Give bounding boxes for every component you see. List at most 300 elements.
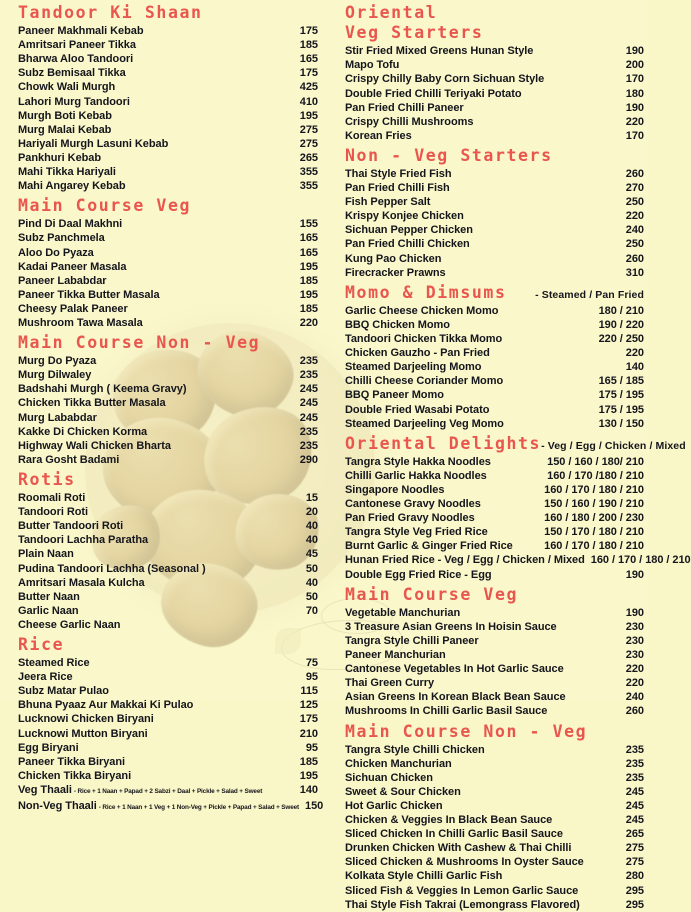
menu-item-name: Pan Fried Gravy Noodles — [345, 512, 475, 525]
menu-item-row — [18, 670, 318, 684]
menu-item-row — [345, 44, 644, 58]
menu-item-row — [345, 115, 644, 129]
menu-item-name: Double Fried Chilli Teriyaki Potato — [345, 87, 522, 100]
menu-item-row — [18, 618, 318, 632]
menu-item-name: Hariyali Murgh Lasuni Kebab — [18, 137, 169, 150]
menu-item-row — [345, 266, 644, 280]
menu-item-price: 290 — [299, 453, 318, 466]
menu-item-name: Subz Panchmela — [18, 232, 105, 245]
section-heading: Rice — [18, 635, 65, 654]
menu-item-name: Jeera Rice — [18, 671, 73, 684]
menu-item-price: 180 / 210 — [598, 304, 644, 317]
menu-item-name-wrap — [345, 58, 399, 72]
menu-item-row — [345, 855, 644, 869]
menu-item-name-wrap — [345, 87, 522, 101]
section-heading: Rotis — [18, 469, 76, 489]
menu-item-name: Steamed Darjeeling Momo — [345, 361, 482, 374]
menu-item-name-wrap — [18, 783, 262, 799]
menu-item-name-wrap — [345, 181, 450, 195]
menu-item-name-wrap — [345, 497, 481, 511]
menu-item-row — [18, 137, 318, 151]
menu-item-name-wrap — [18, 590, 80, 604]
menu-item-price: 160 / 170 / 180 / 210 — [544, 483, 644, 496]
section-heading — [345, 282, 644, 303]
menu-item-row — [18, 354, 318, 368]
menu-item-name-wrap — [345, 884, 578, 898]
menu-item-price: 175 / 195 — [598, 403, 644, 416]
menu-item-name-wrap — [18, 712, 154, 726]
menu-item-row — [18, 151, 318, 165]
menu-item-name: Lahori Murg Tandoori — [18, 95, 130, 108]
menu-item-price: 240 — [625, 691, 644, 704]
menu-item-name: Cantonese Vegetables In Hot Garlic Sauce — [345, 663, 564, 676]
menu-item-row — [18, 165, 318, 179]
menu-item-name-wrap — [18, 316, 143, 330]
menu-item-price: 40 — [305, 534, 318, 547]
menu-item-name: Tangra Style Hakka Noodles — [345, 455, 491, 468]
menu-item-name: Non-Veg Thaali — [18, 800, 97, 813]
menu-item-price: 75 — [305, 657, 318, 670]
left-menu-column — [18, 0, 324, 815]
menu-item-price: 235 — [299, 355, 318, 368]
menu-item-row — [18, 698, 318, 712]
menu-item-price: 130 / 150 — [598, 417, 644, 430]
menu-item-price: 180 — [625, 87, 644, 100]
menu-item-name-wrap — [345, 403, 489, 417]
menu-item-row — [18, 302, 318, 316]
menu-item-row — [345, 704, 644, 718]
menu-item-name-wrap — [345, 841, 571, 855]
menu-item-price: 235 — [299, 439, 318, 452]
menu-item-name-wrap — [345, 44, 533, 58]
menu-item-name: Amritsari Masala Kulcha — [18, 576, 145, 589]
menu-item-name: Chicken Gauzho - Pan Fried — [345, 347, 490, 360]
menu-item-name-wrap — [345, 827, 563, 841]
menu-item-price: 115 — [300, 685, 318, 698]
menu-item-row — [18, 712, 318, 726]
menu-item-name-wrap — [345, 743, 485, 757]
menu-item-row — [18, 217, 318, 231]
menu-item-name: Tangra Style Veg Fried Rice — [345, 526, 488, 539]
menu-item-name: Paneer Tikka Biryani — [18, 755, 126, 768]
menu-item-row — [345, 252, 644, 266]
menu-item-name: Hot Garlic Chicken — [345, 799, 443, 812]
menu-item-row — [18, 38, 318, 52]
menu-item-name-wrap — [345, 690, 566, 704]
menu-item-name-wrap — [345, 553, 585, 567]
menu-item-row — [345, 799, 644, 813]
menu-item-name: Mushroom Tawa Masala — [18, 317, 143, 329]
menu-item-row — [345, 318, 644, 332]
menu-item-price: 220 — [625, 663, 644, 676]
menu-item-row — [345, 346, 644, 360]
menu-item-name-wrap — [18, 453, 119, 467]
menu-item-price: 235 — [625, 743, 644, 756]
menu-item-price: 355 — [299, 166, 318, 179]
menu-item-name: Sliced Chicken & Mushrooms In Oyster Sauce — [345, 856, 584, 869]
menu-item-name-wrap — [18, 799, 299, 815]
menu-item-price: 185 — [299, 39, 318, 52]
menu-item-row — [18, 52, 318, 66]
menu-item-price: 195 — [299, 288, 318, 301]
menu-item-row — [345, 525, 644, 539]
menu-item-price: 165 / 185 — [598, 375, 644, 388]
menu-item-name-wrap — [345, 813, 552, 827]
menu-item-row — [18, 576, 318, 590]
menu-item-name: Thai Style Fish Takrai (Lemongrass Flavored) — [345, 898, 580, 911]
menu-item-name: Fish Pepper Salt — [345, 196, 431, 209]
menu-item-name-wrap — [18, 491, 85, 505]
menu-item-price: 245 — [625, 799, 644, 812]
menu-item-name: Mahi Angarey Kebab — [18, 180, 126, 193]
menu-item-price: 250 — [625, 196, 644, 209]
menu-item-row — [345, 813, 644, 827]
menu-item-name-wrap — [18, 95, 130, 109]
section-heading-note: - Steamed / Pan Fried — [535, 288, 644, 301]
menu-item-price: 195 — [299, 109, 318, 122]
menu-item-price: 235 — [625, 771, 644, 784]
menu-item-price: 260 — [625, 252, 644, 265]
menu-item-price: 160 / 170 / 180 / 210 — [544, 540, 644, 553]
menu-item-price: 195 — [299, 769, 318, 782]
menu-item-price: 20 — [305, 506, 318, 519]
menu-item-name: BBQ Paneer Momo — [345, 389, 444, 402]
menu-item-row — [345, 483, 644, 497]
menu-item-price: 190 — [625, 568, 644, 581]
right-menu-column — [345, 0, 691, 912]
menu-item-price: 295 — [625, 898, 644, 911]
section-heading-label: Momo & Dimsums — [345, 282, 507, 302]
menu-item-row — [345, 771, 644, 785]
menu-item-name: Tandoori Lachha Paratha — [18, 534, 149, 547]
menu-item-price: 235 — [299, 425, 318, 438]
menu-item-name: Mushrooms In Chilli Garlic Basil Sauce — [345, 705, 548, 718]
menu-item-name-wrap — [18, 618, 120, 632]
menu-item-row — [18, 783, 318, 799]
menu-item-name-wrap — [345, 129, 412, 143]
menu-item-name-wrap — [18, 231, 105, 245]
menu-item-name-wrap — [18, 382, 186, 396]
menu-item-price: 275 — [625, 842, 644, 855]
menu-item-price: 175 — [299, 67, 318, 80]
menu-item-name: Kolkata Style Chilli Garlic Fish — [345, 870, 503, 883]
menu-item-name-wrap — [345, 869, 502, 883]
menu-item-name-wrap — [18, 137, 168, 151]
menu-item-row — [345, 606, 644, 620]
menu-item-row — [18, 246, 318, 260]
menu-item-name-wrap — [345, 209, 464, 223]
menu-item-name: Lucknowi Mutton Biryani — [18, 727, 148, 740]
menu-item-name: Cantonese Gravy Noodles — [345, 498, 481, 511]
menu-item-name-wrap — [18, 179, 126, 193]
menu-item-row — [345, 223, 644, 237]
menu-item-name-wrap — [345, 648, 446, 662]
menu-item-name-wrap — [18, 123, 111, 137]
menu-item-name: Bharwa Aloo Tandoori — [18, 53, 134, 66]
menu-item-price: 175 — [299, 25, 318, 38]
menu-item-name: Paneer Manchurian — [345, 649, 446, 662]
menu-item-name-wrap — [345, 455, 491, 469]
menu-item-name-wrap — [18, 396, 166, 410]
menu-item-row — [345, 785, 644, 799]
menu-item-row — [18, 755, 318, 769]
menu-item-name: Amritsari Paneer Tikka — [18, 39, 136, 52]
section-heading: Main Course Non - Veg — [18, 333, 261, 353]
menu-item-price: 235 — [625, 757, 644, 770]
menu-item-name-wrap — [18, 38, 136, 52]
menu-item-name-wrap — [345, 346, 490, 360]
menu-item-price: 160 / 180 / 200 / 230 — [544, 512, 644, 525]
menu-item-name-wrap — [345, 223, 473, 237]
menu-item-name: Vegetable Manchurian — [345, 606, 461, 619]
menu-item-name: Crispy Chilly Baby Corn Sichuan Style — [345, 73, 545, 86]
menu-item-name-wrap — [345, 360, 481, 374]
menu-item-name: Aloo Do Pyaza — [18, 246, 94, 259]
menu-item-price: 190 — [625, 45, 644, 58]
menu-item-name: Tangra Style Chilli Paneer — [345, 634, 479, 647]
menu-item-row — [345, 209, 644, 223]
menu-item-name: Sliced Chicken In Chilli Garlic Basil Sauce — [345, 828, 563, 841]
menu-item-name: Butter Naan — [18, 590, 80, 603]
menu-item-name: Egg Biryani — [18, 741, 79, 754]
menu-item-name-wrap — [345, 167, 452, 181]
menu-item-name: Krispy Konjee Chicken — [345, 210, 464, 223]
menu-item-price: 265 — [299, 151, 318, 164]
menu-item-price: 425 — [299, 81, 318, 94]
menu-item-name: Cheesy Palak Paneer — [18, 302, 128, 315]
menu-item-row — [345, 497, 644, 511]
menu-item-name-wrap — [18, 505, 88, 519]
menu-item-name: Rara Gosht Badami — [18, 453, 120, 466]
menu-item-name-wrap — [345, 237, 470, 251]
menu-item-price: 45 — [305, 548, 318, 561]
menu-item-price: 95 — [305, 671, 318, 684]
menu-item-row — [18, 425, 318, 439]
menu-item-name-wrap — [18, 66, 126, 80]
menu-item-row — [18, 533, 318, 547]
menu-item-name-wrap — [345, 332, 502, 346]
section-heading: Main Course Non - Veg — [345, 721, 588, 741]
menu-item-name-wrap — [345, 606, 460, 620]
section-heading: Main Course Veg — [18, 196, 192, 216]
menu-item-name-wrap — [345, 799, 443, 813]
menu-item-name: Kadai Paneer Masala — [18, 260, 127, 273]
menu-item-row — [345, 167, 644, 181]
menu-item-price: 160 / 170 / 180 / 210 — [590, 554, 691, 567]
menu-item-row — [345, 455, 644, 469]
menu-item-price: 245 — [299, 411, 318, 424]
menu-item-name: Subz Matar Pulao — [18, 685, 109, 698]
menu-item-name-wrap — [345, 469, 487, 483]
menu-item-price: 270 — [625, 182, 644, 195]
menu-item-row — [18, 95, 318, 109]
menu-item-row — [18, 505, 318, 519]
menu-item-description: - Rice + 1 Naan + 1 Veg + 1 Non-Veg + Pickle + Papad + Salad + Sweet — [98, 804, 300, 812]
menu-item-name-wrap — [18, 519, 123, 533]
menu-item-name: Sichuan Pepper Chicken — [345, 224, 473, 237]
menu-item-price: 295 — [625, 884, 644, 897]
menu-item-name: Hunan Fried Rice - Veg / Egg / Chicken / Mixed — [345, 554, 585, 567]
menu-item-row — [18, 368, 318, 382]
menu-item-name: Murg Lababdar — [18, 411, 97, 424]
menu-item-name: Badshahi Murgh ( Keema Gravy) — [18, 383, 187, 396]
menu-item-price: 220 — [625, 115, 644, 128]
menu-item-name-wrap — [18, 670, 73, 684]
menu-item-name-wrap — [18, 656, 90, 670]
menu-item-row — [345, 360, 644, 374]
menu-item-price: 230 — [625, 649, 644, 662]
menu-item-row — [18, 411, 318, 425]
menu-item-name: Paneer Tikka Butter Masala — [18, 288, 160, 301]
menu-item-name-wrap — [18, 562, 206, 576]
menu-item-row — [18, 769, 318, 783]
menu-item-price: 220 — [625, 347, 644, 360]
menu-item-name-wrap — [345, 620, 557, 634]
menu-item-name: Garlic Cheese Chicken Momo — [345, 304, 499, 317]
menu-item-price: 275 — [299, 137, 318, 150]
menu-item-price: 185 — [299, 274, 318, 287]
menu-item-name-wrap — [18, 741, 79, 755]
menu-item-name-wrap — [18, 260, 127, 274]
menu-item-name: Pan Fried Chilli Fish — [345, 182, 450, 195]
menu-item-name: Cheese Garlic Naan — [18, 618, 121, 631]
menu-item-name: Murg Malai Kebab — [18, 123, 112, 136]
menu-item-price: 265 — [625, 828, 644, 841]
menu-item-name-wrap — [345, 568, 492, 582]
menu-item-price: 165 — [299, 232, 318, 245]
menu-item-row — [18, 799, 324, 815]
menu-item-name: Sweet & Sour Chicken — [345, 785, 461, 798]
menu-item-name-wrap — [345, 101, 464, 115]
menu-item-name: Burnt Garlic & Ginger Fried Rice — [345, 540, 513, 553]
menu-item-name: Chowk Wali Murgh — [18, 81, 116, 94]
menu-item-name-wrap — [345, 195, 430, 209]
menu-item-name-wrap — [18, 368, 91, 382]
menu-item-price: 150 — [305, 800, 324, 813]
menu-item-row — [345, 511, 644, 525]
menu-item-name: Steamed Rice — [18, 657, 90, 670]
menu-item-name: Chilli Garlic Hakka Noodles — [345, 469, 487, 482]
menu-item-name: Pan Fried Chilli Chicken — [345, 238, 470, 251]
menu-item-row — [345, 690, 644, 704]
menu-item-row — [345, 195, 644, 209]
menu-item-name-wrap — [345, 757, 452, 771]
menu-item-name-wrap — [18, 684, 109, 698]
menu-item-name-wrap — [345, 374, 503, 388]
menu-item-name-wrap — [345, 525, 488, 539]
menu-item-name: Garlic Naan — [18, 604, 79, 617]
menu-item-price: 200 — [625, 59, 644, 72]
menu-item-price: 190 / 220 — [598, 318, 644, 331]
menu-item-row — [345, 676, 644, 690]
menu-item-name-wrap — [18, 217, 122, 231]
menu-item-row — [18, 24, 318, 38]
section-heading-note: - Veg / Egg / Chicken / Mixed — [541, 439, 686, 452]
menu-item-row — [345, 388, 644, 402]
menu-item-name-wrap — [345, 252, 441, 266]
menu-item-price: 140 — [625, 361, 644, 374]
menu-item-price: 220 — [625, 677, 644, 690]
menu-item-row — [18, 741, 318, 755]
menu-item-row — [345, 884, 644, 898]
menu-item-price: 230 — [625, 634, 644, 647]
menu-item-price: 195 — [299, 260, 318, 273]
menu-item-name-wrap — [18, 302, 128, 316]
menu-item-name-wrap — [18, 151, 101, 165]
menu-item-row — [345, 181, 644, 195]
section-heading: Oriental — [345, 3, 438, 22]
menu-item-name-wrap — [345, 539, 513, 553]
menu-item-name: Firecracker Prawns — [345, 266, 446, 279]
menu-item-price: 155 — [299, 218, 318, 231]
menu-item-row — [18, 604, 318, 618]
menu-item-name-wrap — [18, 80, 115, 94]
section-heading — [345, 433, 686, 454]
menu-item-price: 70 — [305, 604, 318, 617]
menu-item-name-wrap — [18, 274, 107, 288]
menu-item-name: Butter Tandoori Roti — [18, 520, 124, 533]
menu-item-row — [18, 396, 318, 410]
menu-item-name: Murgh Boti Kebab — [18, 109, 112, 122]
menu-item-name: Tandoori Roti — [18, 506, 89, 519]
menu-item-name-wrap — [345, 704, 547, 718]
menu-item-name-wrap — [18, 576, 145, 590]
menu-item-name: Singapore Noodles — [345, 483, 445, 496]
menu-item-name: Mapo Tofu — [345, 59, 400, 72]
menu-item-price: 150 / 170 / 180 / 210 — [544, 526, 644, 539]
menu-item-row — [18, 80, 318, 94]
menu-item-name: Paneer Makhmali Kebab — [18, 25, 144, 38]
menu-item-price: 230 — [625, 620, 644, 633]
menu-item-price: 50 — [305, 590, 318, 603]
menu-item-name: Stir Fried Mixed Greens Hunan Style — [345, 45, 534, 58]
menu-item-name-wrap — [345, 417, 504, 431]
section-subheading: Veg Starters — [345, 23, 484, 43]
menu-item-row — [345, 757, 644, 771]
menu-item-price: 220 — [299, 317, 318, 329]
menu-item-price: 160 / 170 /180 / 210 — [547, 469, 644, 482]
menu-item-name-wrap — [345, 855, 584, 869]
menu-item-row — [345, 743, 644, 757]
menu-item-name-wrap — [345, 634, 479, 648]
menu-item-row — [18, 231, 318, 245]
menu-item-price: 280 — [625, 870, 644, 883]
menu-item-name-wrap — [345, 72, 544, 86]
menu-item-row — [345, 620, 644, 634]
menu-item-row — [18, 519, 318, 533]
menu-item-row — [18, 453, 318, 467]
menu-item-row — [345, 374, 644, 388]
menu-item-name: Tandoori Chicken Tikka Momo — [345, 333, 503, 346]
menu-item-name: Murg Do Pyaza — [18, 355, 97, 368]
menu-item-price: 125 — [299, 699, 318, 712]
menu-item-name: Veg Thaali — [18, 783, 72, 796]
menu-item-row — [18, 562, 318, 576]
menu-item-name-wrap — [345, 388, 444, 402]
menu-item-name-wrap — [18, 354, 96, 368]
menu-item-name: Pudina Tandoori Lachha (Seasonal ) — [18, 562, 206, 575]
menu-item-name-wrap — [345, 483, 444, 497]
menu-item-name-wrap — [345, 304, 498, 318]
menu-item-name-wrap — [18, 425, 147, 439]
menu-item-row — [18, 590, 318, 604]
menu-item-price: 95 — [305, 741, 318, 754]
menu-item-name: BBQ Chicken Momo — [345, 318, 450, 331]
menu-item-price: 245 — [299, 383, 318, 396]
menu-item-price: 220 / 250 — [598, 333, 644, 346]
menu-item-row — [345, 634, 644, 648]
menu-item-row — [18, 274, 318, 288]
